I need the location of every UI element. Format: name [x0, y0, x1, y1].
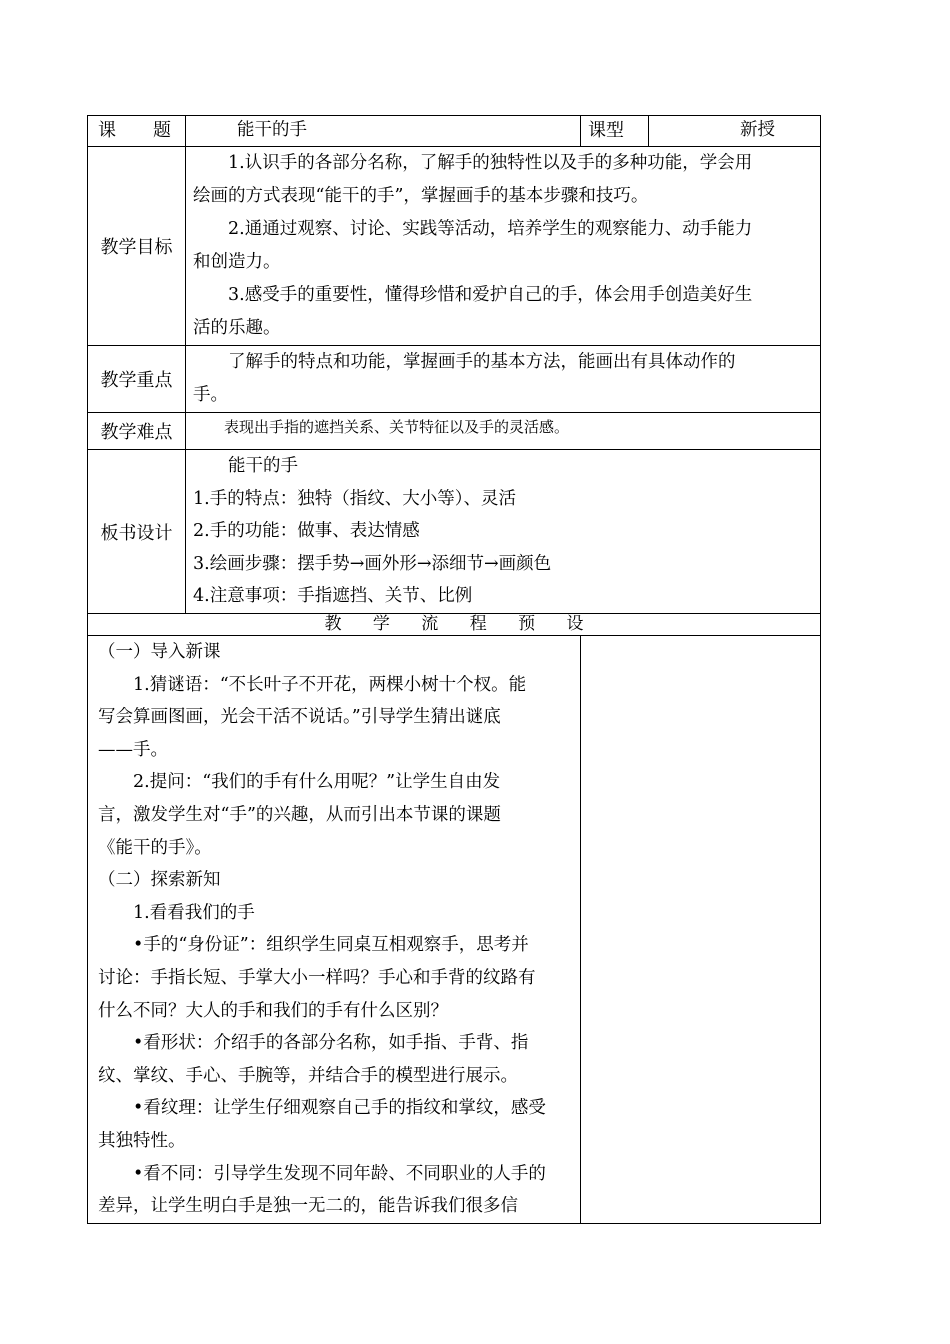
flow-title-char-6: 设	[566, 614, 584, 634]
flow-line-6: 言，激发学生对“手”的兴趣，从而引出本节课的课题	[98, 804, 501, 825]
flow-line-17: •看不同：引导学生发现不同年龄、不同职业的人手的	[133, 1163, 546, 1184]
goals-line-3: 2.通通过观察、讨论、实践等活动，培养学生的观察能力、动手能力	[228, 219, 753, 239]
topic-label-char-2: 题	[153, 120, 171, 141]
flow-notes-column	[581, 636, 821, 1224]
flow-line-9: 1.看看我们的手	[133, 902, 255, 923]
flow-content	[88, 636, 581, 1224]
flow-title-char-4: 程	[469, 614, 487, 634]
goals-line-5: 3.感受手的重要性，懂得珍惜和爱护自己的手，体会用手创造美好生	[228, 285, 753, 305]
flow-title-char-1: 教	[324, 614, 342, 634]
board-content	[186, 450, 821, 614]
key-points-line-2: 手。	[193, 385, 228, 405]
key-points-label: 教学重点	[88, 346, 186, 413]
difficulties-label: 教学难点	[88, 413, 186, 450]
flow-title	[88, 614, 821, 636]
flow-line-7: 《能干的手》。	[98, 837, 212, 858]
flow-line-3: 写会算画图画，光会干活不说话。”引导学生猜出谜底	[98, 707, 501, 728]
flow-line-16: 其独特性。	[98, 1130, 186, 1151]
flow-title-char-3: 流	[421, 614, 439, 634]
key-points-content	[186, 346, 821, 413]
goals-line-6: 活的乐趣。	[193, 318, 281, 338]
flow-line-11: 讨论：手指长短、手掌大小一样吗？手心和手背的纹路有	[98, 967, 536, 988]
goals-label: 教学目标	[88, 147, 186, 346]
goals-line-4: 和创造力。	[193, 252, 281, 272]
key-points-line-1: 了解手的特点和功能，掌握画手的基本方法，能画出有具体动作的	[228, 352, 736, 372]
flow-line-12: 什么不同？大人的手和我们的手有什么区别？	[98, 1000, 448, 1021]
flow-section-2-title: （二）探索新知	[98, 870, 221, 891]
flow-line-15: •看纹理：让学生仔细观察自己手的指纹和掌纹，感受	[133, 1098, 546, 1119]
topic-label-char-1: 课	[98, 120, 116, 141]
flow-line-5: 2.提问：“我们的手有什么用呢？”让学生自由发	[133, 772, 501, 793]
board-item-4: 4.注意事项：手指遮挡、关节、比例	[193, 586, 473, 607]
flow-line-4: ——手。	[98, 739, 168, 760]
flow-line-14: 纹、掌纹、手心、手腕等，并结合手的模型进行展示。	[98, 1065, 518, 1086]
topic-value: 能干的手	[186, 116, 581, 147]
topic-label	[88, 116, 186, 147]
flow-line-18: 差异，让学生明白手是独一无二的，能告诉我们很多信	[98, 1196, 518, 1217]
board-item-1: 1.手的特点：独特（指纹、大小等）、灵活	[193, 488, 516, 509]
flow-title-char-5: 预	[518, 614, 536, 634]
flow-title-char-2: 学	[372, 614, 390, 634]
goals-line-1: 1.认识手的各部分名称，了解手的独特性以及手的多种功能，学会用	[228, 153, 753, 173]
board-item-3: 3.绘画步骤：摆手势→画外形→添细节→画颜色	[193, 553, 552, 574]
board-title: 能干的手	[228, 456, 298, 476]
type-label: 课型	[581, 116, 649, 147]
flow-line-13: •看形状：介绍手的各部分名称，如手指、手背、指	[133, 1033, 529, 1054]
board-label: 板书设计	[88, 450, 186, 614]
flow-section-1-title: （一）导入新课	[98, 642, 221, 662]
board-item-2: 2.手的功能：做事、表达情感	[193, 521, 420, 542]
goals-line-2: 绘画的方式表现“能干的手”，掌握画手的基本步骤和技巧。	[193, 186, 649, 206]
flow-line-10: •手的“身份证”：组织学生同桌互相观察手，思考并	[133, 935, 529, 956]
flow-line-2: 1.猜谜语：“不长叶子不开花，两棵小树十个杈。能	[133, 674, 527, 695]
lesson-plan-table	[87, 115, 821, 1224]
difficulties-content: 表现出手指的遮挡关系、关节特征以及手的灵活感。	[186, 413, 821, 450]
goals-content	[186, 147, 821, 346]
type-value: 新授	[649, 116, 821, 147]
